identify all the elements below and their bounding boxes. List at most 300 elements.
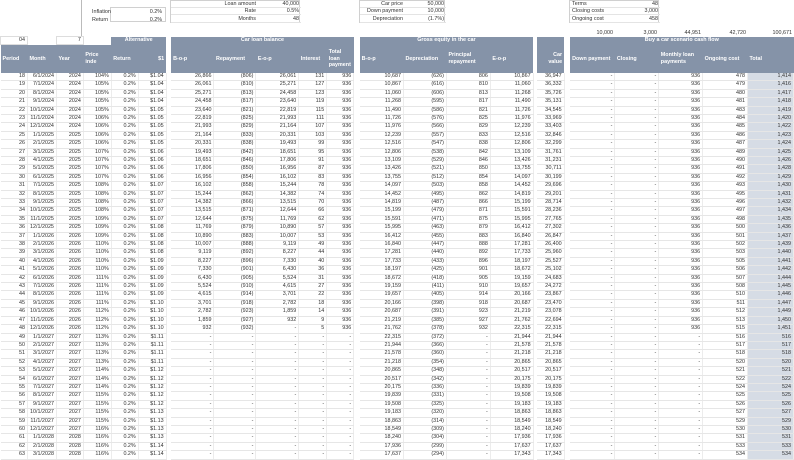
cell-equity-depreciation[interactable]: (348) [403,367,446,375]
cell-loan-eop[interactable]: - [256,392,299,400]
cell-price-index[interactable]: 105% [83,98,111,106]
cell-equity-depreciation[interactable]: (616) [403,81,446,89]
cell-principal-repayment[interactable]: 892 [446,249,490,257]
cell-month[interactable]: 12/1/2024 [27,123,56,131]
cell-cf-closing[interactable]: - [615,165,659,173]
cell-car-value[interactable]: 21,944 [537,333,564,341]
cell-return[interactable]: 0.2% [111,341,138,349]
cell-loan-eop[interactable]: - [256,417,299,425]
cell-loan-interest[interactable]: - [299,434,327,442]
cell-cf-total[interactable]: 1,432 [748,199,794,207]
cell-dollar-one[interactable]: $1.08 [138,249,166,257]
cell-loan-eop[interactable]: 3,701 [256,291,299,299]
cell-equity-bop[interactable]: 18,197 [360,266,404,274]
cell-period[interactable]: 20 [1,89,28,97]
cell-loan-eop[interactable]: 25,271 [256,81,299,89]
cell-principal-repayment[interactable]: - [446,392,490,400]
cell-month[interactable]: 4/1/2027 [27,358,56,366]
cell-principal-repayment[interactable]: 932 [446,325,490,333]
cell-cf-total[interactable]: 524 [748,383,794,391]
cell-car-value[interactable]: 36,332 [537,81,564,89]
cell-equity-eop[interactable]: 22,315 [490,325,533,333]
cell-equity-depreciation[interactable]: (595) [403,98,446,106]
cell-loan-bop[interactable]: 932 [171,325,214,333]
cell-cf-total[interactable]: 1,419 [748,106,794,114]
cell-dollar-one[interactable]: $1.12 [138,375,166,383]
cell-loan-interest[interactable]: - [299,341,327,349]
cell-equity-eop[interactable]: 18,549 [490,417,533,425]
cell-cf-total[interactable]: 1,418 [748,98,794,106]
cell-dollar-one[interactable]: $1.09 [138,283,166,291]
loan-amount-field[interactable]: Loan amount [171,1,258,8]
cell-loan-repayment[interactable]: (918) [214,299,256,307]
cell-dollar-one[interactable]: $1.14 [138,451,166,459]
cell-cf-ongoing-cost[interactable]: 531 [703,434,748,442]
cell-loan-bop[interactable]: - [171,367,214,375]
cell-car-value[interactable]: 36,947 [537,73,564,81]
cell-return[interactable]: 0.2% [111,215,138,223]
cell-cf-ongoing-cost[interactable]: 497 [703,207,748,215]
cell-cf-monthly-loan-payments[interactable]: 936 [659,156,703,164]
cell-cf-down-payment[interactable]: - [570,156,615,164]
cell-loan-repayment[interactable]: (842) [214,148,256,156]
cell-return[interactable]: 0.2% [111,114,138,122]
cell-loan-eop[interactable]: - [256,375,299,383]
cell-loan-bop[interactable]: - [171,442,214,450]
cell-return[interactable]: 0.2% [111,249,138,257]
cell-loan-bop[interactable]: 20,331 [171,140,214,148]
cell-year[interactable]: 2026 [56,241,83,249]
cell-total-loan-payment[interactable]: 936 [327,299,354,307]
cell-dollar-one[interactable]: $1.07 [138,182,166,190]
cell-car-value[interactable]: 29,696 [537,182,564,190]
cell-period[interactable]: 56 [1,392,28,400]
cell-cf-total[interactable]: 1,416 [748,81,794,89]
cell-cf-monthly-loan-payments[interactable]: - [659,451,703,459]
cell-principal-repayment[interactable]: 846 [446,156,490,164]
cell-month[interactable]: 7/1/2026 [27,283,56,291]
cell-equity-eop[interactable]: 21,762 [490,316,533,324]
cell-equity-eop[interactable]: 21,578 [490,341,533,349]
cell-loan-eop[interactable]: - [256,325,299,333]
cell-period[interactable]: 54 [1,375,28,383]
cell-cf-closing[interactable]: - [615,266,659,274]
cell-year[interactable]: 2027 [56,333,83,341]
cell-total-loan-payment[interactable]: 936 [327,257,354,265]
cell-period[interactable]: 63 [1,451,28,459]
cell-equity-depreciation[interactable]: (360) [403,350,446,358]
cell-price-index[interactable]: 108% [83,182,111,190]
cell-equity-bop[interactable]: 19,183 [360,409,404,417]
cell-total-loan-payment[interactable]: 936 [327,215,354,223]
cell-price-index[interactable]: 114% [83,375,111,383]
column-header-month[interactable]: Month [27,45,56,73]
cell-loan-eop[interactable]: 6,430 [256,266,299,274]
cell-car-value[interactable]: 20,175 [537,375,564,383]
cell-principal-repayment[interactable]: 838 [446,140,490,148]
cell-principal-repayment[interactable]: - [446,375,490,383]
cell-price-index[interactable]: 105% [83,106,111,114]
cell-loan-bop[interactable]: - [171,425,214,433]
cell-cf-ongoing-cost[interactable]: 491 [703,165,748,173]
cell-dollar-one[interactable]: $1.08 [138,241,166,249]
cell-month[interactable]: 6/1/2025 [27,173,56,181]
cell-year[interactable]: 2026 [56,299,83,307]
column-header-loan-interest[interactable]: Interest [299,45,327,73]
cell-return[interactable]: 0.2% [111,392,138,400]
cell-period[interactable]: 53 [1,367,28,375]
cell-dollar-one[interactable]: $1.04 [138,98,166,106]
cell-equity-bop[interactable]: 21,944 [360,341,404,349]
cell-total-loan-payment[interactable]: - [327,451,354,459]
cell-car-value[interactable]: 22,694 [537,316,564,324]
cell-equity-bop[interactable]: 18,240 [360,434,404,442]
cell-loan-interest[interactable]: 111 [299,114,327,122]
cell-car-value[interactable]: 24,272 [537,283,564,291]
cell-cf-closing[interactable]: - [615,215,659,223]
cell-loan-repayment[interactable]: (846) [214,156,256,164]
cell-dollar-one[interactable]: $1.09 [138,257,166,265]
cell-month[interactable]: 9/1/2027 [27,400,56,408]
cell-price-index[interactable]: 111% [83,299,111,307]
cell-cf-monthly-loan-payments[interactable]: 936 [659,274,703,282]
cell-month[interactable]: 1/1/2027 [27,333,56,341]
cell-principal-repayment[interactable]: - [446,417,490,425]
cell-total-loan-payment[interactable]: - [327,425,354,433]
cell-loan-interest[interactable]: - [299,425,327,433]
cell-cf-ongoing-cost[interactable]: 525 [703,392,748,400]
cell-loan-bop[interactable]: 23,640 [171,106,214,114]
cell-cf-ongoing-cost[interactable]: 485 [703,123,748,131]
cell-cf-total[interactable]: 1,442 [748,266,794,274]
cell-total-loan-payment[interactable]: 936 [327,98,354,106]
cell-loan-bop[interactable]: 12,644 [171,215,214,223]
cell-equity-depreciation[interactable]: (566) [403,123,446,131]
cell-cf-monthly-loan-payments[interactable]: 936 [659,165,703,173]
cell-return[interactable]: 0.2% [111,232,138,240]
cell-cf-ongoing-cost[interactable]: 492 [703,173,748,181]
cell-cf-total[interactable]: 1,435 [748,215,794,223]
cell-cf-monthly-loan-payments[interactable]: 936 [659,308,703,316]
cell-car-value[interactable]: 27,765 [537,215,564,223]
cell-month[interactable]: 11/1/2025 [27,215,56,223]
cell-loan-bop[interactable]: 21,993 [171,123,214,131]
cell-loan-eop[interactable]: 21,164 [256,123,299,131]
cell-loan-bop[interactable]: 8,227 [171,257,214,265]
cell-cf-down-payment[interactable]: - [570,173,615,181]
cell-cf-monthly-loan-payments[interactable]: 936 [659,266,703,274]
cell-price-index[interactable]: 109% [83,224,111,232]
cell-equity-depreciation[interactable]: (425) [403,266,446,274]
cell-equity-eop[interactable]: 13,755 [490,165,533,173]
cell-dollar-one[interactable]: $1.13 [138,434,166,442]
cell-equity-bop[interactable]: 21,762 [360,325,404,333]
cell-principal-repayment[interactable]: 858 [446,182,490,190]
cell-dollar-one[interactable]: $1.06 [138,148,166,156]
cell-total-loan-payment[interactable]: 936 [327,249,354,257]
cell-principal-repayment[interactable]: 901 [446,266,490,274]
cell-price-index[interactable]: 110% [83,249,111,257]
cell-dollar-one[interactable]: $1.10 [138,308,166,316]
cell-cf-monthly-loan-payments[interactable]: 936 [659,241,703,249]
cell-car-value[interactable]: 18,240 [537,425,564,433]
cell-total-loan-payment[interactable]: 936 [327,291,354,299]
cell-loan-bop[interactable]: - [171,375,214,383]
cell-cf-down-payment[interactable]: - [570,148,615,156]
cell-loan-repayment[interactable]: - [214,358,256,366]
cell-cf-total[interactable]: 530 [748,425,794,433]
cell-cf-closing[interactable]: - [615,417,659,425]
cell-equity-eop[interactable]: 16,412 [490,224,533,232]
cell-equity-eop[interactable]: 17,733 [490,249,533,257]
cell-loan-eop[interactable]: 8,227 [256,249,299,257]
cell-loan-repayment[interactable]: - [214,451,256,459]
cell-principal-repayment[interactable]: 806 [446,73,490,81]
cell-total-loan-payment[interactable]: 936 [327,190,354,198]
cell-cf-monthly-loan-payments[interactable]: 936 [659,81,703,89]
cell-total-loan-payment[interactable]: 936 [327,325,354,333]
cell-equity-bop[interactable]: 14,452 [360,190,404,198]
cell-cf-closing[interactable]: - [615,98,659,106]
cell-equity-bop[interactable]: 19,508 [360,400,404,408]
cell-year[interactable]: 2025 [56,140,83,148]
cell-loan-eop[interactable]: 15,244 [256,182,299,190]
cell-cf-closing[interactable]: - [615,451,659,459]
cell-cf-monthly-loan-payments[interactable]: - [659,341,703,349]
cell-loan-bop[interactable]: - [171,341,214,349]
cell-principal-repayment[interactable]: 927 [446,316,490,324]
cell-cf-closing[interactable]: - [615,274,659,282]
cell-return[interactable]: 0.2% [111,199,138,207]
cell-period[interactable]: 40 [1,257,28,265]
cell-period[interactable]: 35 [1,215,28,223]
cell-loan-eop[interactable]: 932 [256,316,299,324]
cell-loan-bop[interactable]: 16,956 [171,173,214,181]
cell-cf-closing[interactable]: - [615,241,659,249]
cell-loan-eop[interactable]: 4,615 [256,283,299,291]
cell-price-index[interactable]: 107% [83,148,111,156]
cell-loan-repayment[interactable]: (896) [214,257,256,265]
cell-cf-down-payment[interactable]: - [570,383,615,391]
cell-cf-closing[interactable]: - [615,257,659,265]
cell-total-loan-payment[interactable]: 936 [327,182,354,190]
cell-cf-total[interactable]: 1,422 [748,123,794,131]
cell-equity-bop[interactable]: 20,166 [360,299,404,307]
cell-total-loan-payment[interactable]: 936 [327,148,354,156]
cell-loan-repayment[interactable]: - [214,383,256,391]
cell-cf-closing[interactable]: - [615,299,659,307]
cell-dollar-one[interactable]: $1.12 [138,392,166,400]
cell-equity-depreciation[interactable]: (331) [403,392,446,400]
cell-dollar-one[interactable]: $1.08 [138,232,166,240]
cell-cf-total[interactable]: 1,431 [748,190,794,198]
months-field[interactable]: Months [171,16,258,23]
cell-cf-ongoing-cost[interactable]: 522 [703,375,748,383]
cell-period[interactable]: 52 [1,358,28,366]
cell-cf-down-payment[interactable]: - [570,140,615,148]
cell-total-loan-payment[interactable]: - [327,350,354,358]
cell-cf-ongoing-cost[interactable]: 487 [703,140,748,148]
cell-cf-ongoing-cost[interactable]: 507 [703,274,748,282]
cell-month[interactable]: 10/1/2025 [27,207,56,215]
column-header-loan-eop[interactable]: E-o-p [256,45,299,73]
cell-car-value[interactable]: 23,470 [537,299,564,307]
cell-car-value[interactable]: 25,102 [537,266,564,274]
cell-equity-depreciation[interactable]: (342) [403,375,446,383]
cell-year[interactable]: 2025 [56,224,83,232]
cell-total-loan-payment[interactable]: 936 [327,89,354,97]
cell-return[interactable]: 0.2% [111,266,138,274]
cell-loan-eop[interactable]: 21,993 [256,114,299,122]
column-header-loan-bop[interactable]: B-o-p [171,45,214,73]
cell-year[interactable]: 2027 [56,409,83,417]
cell-return[interactable]: 0.2% [111,106,138,114]
cell-loan-interest[interactable]: 74 [299,190,327,198]
cell-equity-eop[interactable]: 11,726 [490,106,533,114]
cell-principal-repayment[interactable]: 875 [446,215,490,223]
cell-equity-eop[interactable]: 13,426 [490,156,533,164]
cell-cf-total[interactable]: 1,446 [748,291,794,299]
cell-year[interactable]: 2024 [56,114,83,122]
cell-loan-eop[interactable]: - [256,333,299,341]
cell-equity-bop[interactable]: 22,315 [360,333,404,341]
cell-return[interactable]: 0.2% [111,89,138,97]
cell-loan-interest[interactable]: 18 [299,299,327,307]
cell-loan-repayment[interactable]: (892) [214,249,256,257]
cell-cf-total[interactable]: 533 [748,442,794,450]
cell-equity-eop[interactable]: 11,490 [490,98,533,106]
cell-period[interactable]: 18 [1,73,28,81]
cell-equity-bop[interactable]: 10,867 [360,81,404,89]
cell-price-index[interactable]: 114% [83,383,111,391]
cell-loan-bop[interactable]: 25,271 [171,89,214,97]
cell-equity-eop[interactable]: 19,657 [490,283,533,291]
cell-equity-eop[interactable]: 18,863 [490,409,533,417]
cell-dollar-one[interactable]: $1.12 [138,400,166,408]
cell-year[interactable]: 2027 [56,350,83,358]
cell-cf-monthly-loan-payments[interactable]: 936 [659,131,703,139]
cell-period[interactable]: 24 [1,123,28,131]
cell-loan-interest[interactable]: 115 [299,106,327,114]
cell-period[interactable]: 44 [1,291,28,299]
cell-equity-depreciation[interactable]: (463) [403,224,446,232]
cell-cf-down-payment[interactable]: - [570,249,615,257]
cell-price-index[interactable]: 115% [83,409,111,417]
cell-equity-bop[interactable]: 17,637 [360,451,404,459]
cell-return[interactable]: 0.2% [111,257,138,265]
cell-month[interactable]: 2/1/2025 [27,140,56,148]
cell-cf-ongoing-cost[interactable]: 503 [703,249,748,257]
cell-equity-depreciation[interactable]: (433) [403,257,446,265]
cell-principal-repayment[interactable]: 914 [446,291,490,299]
cell-loan-repayment[interactable]: (806) [214,73,256,81]
cell-car-value[interactable]: 25,960 [537,249,564,257]
cell-equity-depreciation[interactable]: (366) [403,341,446,349]
cell-dollar-one[interactable]: $1.05 [138,131,166,139]
cell-loan-repayment[interactable]: (932) [214,325,256,333]
column-header-cf-ongoing-cost[interactable]: Ongoing cost [703,45,748,73]
cell-loan-bop[interactable]: 11,769 [171,224,214,232]
cell-cf-ongoing-cost[interactable]: 527 [703,409,748,417]
cell-equity-bop[interactable]: 13,426 [360,165,404,173]
cell-return[interactable]: 0.2% [111,358,138,366]
cell-car-value[interactable]: 35,726 [537,89,564,97]
cell-price-index[interactable]: 115% [83,392,111,400]
months-value[interactable]: 48 [293,15,299,22]
cell-car-value[interactable]: 29,201 [537,190,564,198]
cell-cf-down-payment[interactable]: - [570,409,615,417]
cell-cf-down-payment[interactable]: - [570,375,615,383]
cell-total-loan-payment[interactable]: - [327,434,354,442]
cell-cf-closing[interactable]: - [615,140,659,148]
column-header-loan-repayment[interactable]: Repayment [214,45,256,73]
cell-cf-down-payment[interactable]: - [570,232,615,240]
cell-total-loan-payment[interactable]: - [327,341,354,349]
cell-loan-bop[interactable]: - [171,383,214,391]
cell-cf-ongoing-cost[interactable]: 502 [703,241,748,249]
cell-loan-interest[interactable]: 22 [299,291,327,299]
cell-loan-interest[interactable]: 36 [299,266,327,274]
cell-year[interactable]: 2027 [56,367,83,375]
cell-cf-ongoing-cost[interactable]: 478 [703,73,748,81]
cell-month[interactable]: 10/1/2024 [27,106,56,114]
depreciation-value[interactable]: (1.7%) [428,15,444,22]
cell-total-loan-payment[interactable]: 936 [327,114,354,122]
cell-cf-down-payment[interactable]: - [570,434,615,442]
cell-equity-eop[interactable]: 19,183 [490,400,533,408]
cell-loan-eop[interactable]: 9,119 [256,241,299,249]
cell-period[interactable]: 42 [1,274,28,282]
cell-cf-closing[interactable]: - [615,392,659,400]
cell-car-value[interactable]: 17,343 [537,451,564,459]
cell-equity-eop[interactable]: 11,060 [490,81,533,89]
cell-car-value[interactable]: 21,218 [537,350,564,358]
cell-month[interactable]: 3/1/2028 [27,451,56,459]
ongoing-cost-value[interactable]: 458 [649,15,658,22]
cell-dollar-one[interactable]: $1.09 [138,266,166,274]
cell-cf-monthly-loan-payments[interactable]: 936 [659,148,703,156]
cell-cf-down-payment[interactable]: - [570,417,615,425]
cell-cf-total[interactable]: 517 [748,341,794,349]
cell-total-loan-payment[interactable]: - [327,409,354,417]
cell-car-value[interactable]: 20,865 [537,358,564,366]
cell-cf-total[interactable]: 1,441 [748,257,794,265]
cell-loan-repayment[interactable]: (883) [214,232,256,240]
cell-return[interactable]: 0.2% [111,123,138,131]
cell-cf-closing[interactable]: - [615,199,659,207]
cell-cf-closing[interactable]: - [615,425,659,433]
cell-total-loan-payment[interactable]: - [327,367,354,375]
cell-period[interactable]: 48 [1,325,28,333]
cell-total-loan-payment[interactable]: 936 [327,274,354,282]
cell-loan-interest[interactable]: 87 [299,165,327,173]
cell-equity-bop[interactable]: 10,687 [360,73,404,81]
cell-year[interactable]: 2024 [56,89,83,97]
cell-equity-depreciation[interactable]: (418) [403,274,446,282]
cell-cf-closing[interactable]: - [615,400,659,408]
cell-dollar-one[interactable]: $1.04 [138,81,166,89]
column-header-total-loan-payment[interactable]: Total loan payment [327,45,354,73]
cell-cf-down-payment[interactable]: - [570,165,615,173]
cell-total-loan-payment[interactable]: 936 [327,81,354,89]
cell-cf-closing[interactable]: - [615,148,659,156]
cell-equity-bop[interactable]: 14,097 [360,182,404,190]
cell-equity-depreciation[interactable]: (440) [403,249,446,257]
cell-principal-repayment[interactable]: 810 [446,81,490,89]
cell-cf-closing[interactable]: - [615,383,659,391]
cell-loan-eop[interactable]: - [256,350,299,358]
cell-equity-bop[interactable]: 11,268 [360,98,404,106]
